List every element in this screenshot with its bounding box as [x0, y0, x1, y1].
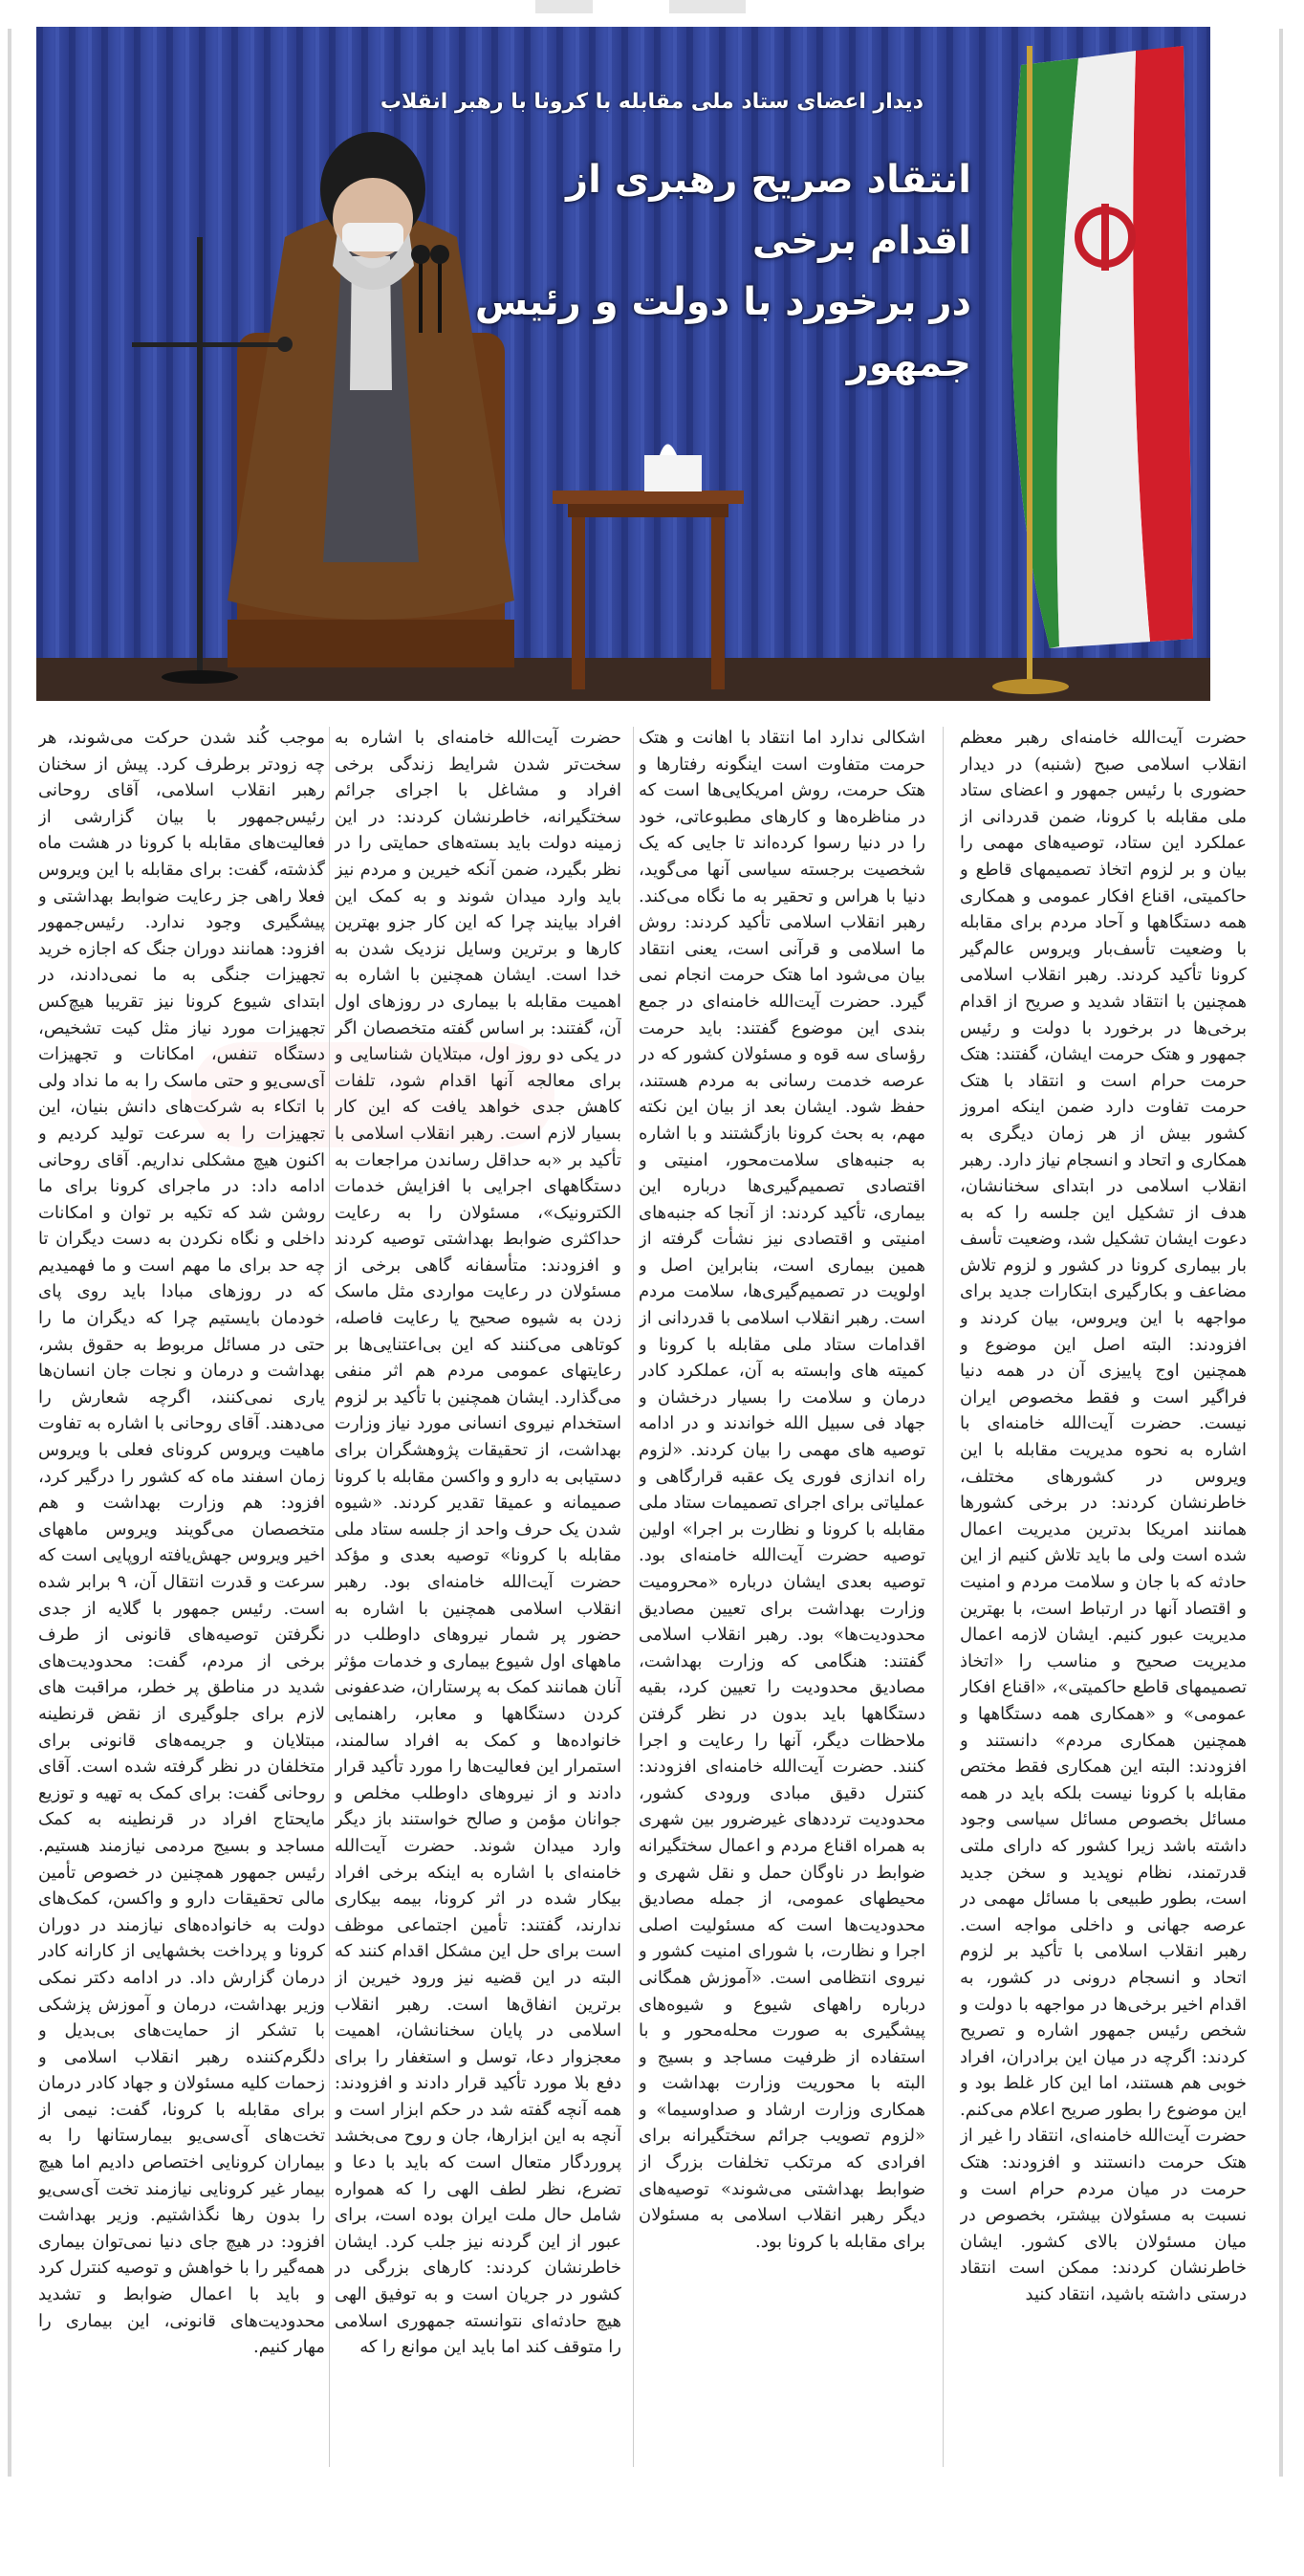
column-text: حضرت آیت‌الله خامنه‌ای با اشاره به سخت‌تر شدن شرایط زندگی برخی افراد و مشاغل با اجرای جرائم سختگیرانه، خاطرنشان کردند: در این زمینه دولت باید بسته‌های حمایتی را در نظر بگیرد، ضمن آنکه خیرین و مردم نیز باید وارد میدان شوند و به کمک این افراد بیایند چرا که این کار جزو بهترین کارها و برترین وسایل نزدیک شدن به خدا است. ایشان همچنین با اشاره به اهمیت مقابله با بیماری در روزهای اول آن، گفتند: بر اساس گفته متخصصان اگر در یکی دو روز اول، مبتلایان شناسایی و برای معالجه آنها اقدام شود، تلفات کاهش جدی خواهد یافت که این کار بسیار لازم است. رهبر انقلاب اسلامی با تأکید بر «به حداقل رساندن مراجعات به دستگاههای اجرایی با افزایش خدمات الکترونیک»، مسئولان را به رعایت حداکثری ضوابط بهداشتی توصیه کردند و افزودند: متأسفانه گاهی برخی از مسئولان در رعایت مواردی مثل ماسک زدن به شیوه صحیح یا رعایت فاصله، کوتاهی می‌کنند که این بی‌اعتنایی‌ها بر رعایتهای عمومی مردم هم اثر منفی می‌گذارد. ایشان همچنین با تأکید بر لزوم استخدام نیروی انسانی مورد نیاز وزارت بهداشت، از تحقیقات پژوهشگران برای دستیابی به دارو و واکسن مقابله با کرونا صمیمانه و عمیقا تقدیر کردند. «شیوه شدن یک حرف واحد از جلسه ستاد ملی مقابله با کرونا» توصیه بعدی و مؤکد حضرت آیت‌الله خامنه‌ای بود. رهبر انقلاب اسلامی همچنین با اشاره به حضور پر شمار نیروهای داوطلب در ماههای اول شیوع بیماری و خدمات مؤثر آنان همانند کمک به پرستاران، ضدعفونی کردن دستگاهها و معابر، راهنمایی خانواده‌ها و کمک به افراد سالمند، استمرار این فعالیت‌ها را مورد تأکید قرار دادند و از نیروهای داوطلب مخلص و جوانان مؤمن و صالح خواستند باز دیگر وارد میدان شوند. حضرت آیت‌الله خامنه‌ای با اشاره به اینکه برخی افراد بیکار شده در اثر کرونا، بیمه بیکاری ندارند، گفتند: تأمین اجتماعی موظف است برای حل این مشکل اقدام کنند که البته در این قضیه نیز ورود خیرین از برترین انفاق‌ها است. رهبر انقلاب اسلامی در پایان سخنانشان، اهمیت معجزوار دعا، توسل و استغفار را برای دفع بلا مورد تأکید قرار دادند و افزودند: همه آنچه گفته شد در حکم ابزار است و آنچه به این ابزارها، جان و روح می‌بخشد پروردگار متعال است که باید با دعا و تضرع، نظر لطف الهی را که همواره شامل حال ملت ایران بوده است، برای عبور از این گردنه نیز جلب کرد. ایشان خاطرنشان کردند: کارهای بزرگی در کشور در جریان است و به توفیق الهی هیچ حادثه‌ای نتوانسته جمهوری اسلامی را متوقف کند اما باید این موانع را که — [335, 728, 621, 2358]
text-column-3 — [335, 725, 621, 2475]
text-column-1 — [960, 725, 1247, 2475]
right-margin-rule — [1279, 29, 1283, 2477]
column-divider — [943, 727, 944, 2467]
column-text: اشکالی ندارد اما انتقاد با اهانت و هتک حرمت متفاوت است اینگونه رفتارها و هتک حرمت، روش امریکایی‌ها است که در مناظره‌ها و کارهای مطبوعاتی، خود را در دنیا رسوا کرده‌اند تا جایی که یک شخصیت برجسته سیاسی آنها می‌گوید، دنیا با هراس و تحقیر به ما نگاه می‌کند. رهبر انقلاب اسلامی تأکید کردند: روش ما اسلامی و قرآنی است، یعنی انتقاد بیان می‌شود اما هتک حرمت انجام نمی گیرد. حضرت آیت‌الله خامنه‌ای در جمع بندی این موضوع گفتند: باید حرمت رؤسای سه قوه و مسئولان کشور که در عرصه خدمت رسانی به مردم هستند، حفظ شود. ایشان بعد از بیان این نکته مهم، به بحث کرونا بازگشتند و با اشاره به جنبه‌های سلامت‌محور، امنیتی و اقتصادی تصمیم‌گیری‌ها درباره این بیماری، تأکید کردند: از آنجا که جنبه‌های امنیتی و اقتصادی نیز نشأت گرفته از همین بیماری است، بنابراین اصل و اولویت در تصمیم‌گیری‌ها، سلامت مردم است. رهبر انقلاب اسلامی با قدردانی از اقدامات ستاد ملی مقابله با کرونا و کمیته های وابسته به آن، عملکرد کادر درمان و سلامت را بسیار درخشان و جهاد فی سبیل الله خواندند و در ادامه توصیه های مهمی را بیان کردند. «لزوم راه اندازی فوری یک عقبه قرارگاهی و عملیاتی برای اجرای تصمیمات ستاد ملی مقابله با کرونا و نظارت بر اجرا» اولین توصیه حضرت آیت‌الله خامنه‌ای بود. توصیه بعدی ایشان درباره «محرومیت وزارت بهداشت برای تعیین مصادیق محدودیت‌ها» بود. رهبر انقلاب اسلامی گفتند: هنگامی که وزارت بهداشت، مصادیق محدودیت را تعیین کرد، بقیه دستگاهها باید بدون در نظر گرفتن ملاحظات دیگر، آنها را رعایت و اجرا کنند. حضرت آیت‌الله خامنه‌ای افزودند: کنترل دقیق مبادی ورودی کشور، محدودیت ترددهای غیرضرور بین شهری به همراه اقناع مردم و اعمال سختگیرانه ضوابط در ناوگان حمل و نقل شهری و محیطهای عمومی، از جمله مصادیق محدودیت‌ها است که مسئولیت اصلی اجرا و نظارت، با شورای امنیت کشور و نیروی انتظامی است. «آموزش همگانی درباره راههای شیوع و شیوه‌های پیشگیری به صورت محله‌محور و با استفاده از ظرفیت مساجد و بسیج و البته با محوریت وزارت بهداشت و همکاری وزارت ارشاد و صداوسیما» و «لزوم تصویب جرائم سختگیرانه برای افرادی که مرتکب تخلفات بزرگ از ضوابط بهداشتی می‌شوند» توصیه‌های دیگر رهبر انقلاب اسلامی به مسئولان برای مقابله با کرونا بود. — [639, 728, 925, 2252]
page-top-strip — [0, 0, 1304, 17]
article-kicker: دیدار اعضای ستاد ملی مقابله با کرونا با رهبر انقلاب — [380, 90, 924, 114]
headline-line-1: انتقاد صریح رهبری از اقدام برخی — [566, 158, 971, 263]
lead-photo — [36, 27, 1210, 701]
column-text: موجب کُند شدن حرکت می‌شوند، هر چه زودتر برطرف کرد. پیش از سخنان رهبر انقلاب اسلامی، آقای روحانی رئیس‌جمهور با بیان گزارشی از فعالیت‌های مقابله با کرونا در هشت ماه گذشته، گفت: برای مقابله با این ویروس فعلا راهی جز رعایت ضوابط بهداشتی و پیشگیری وجود ندارد. رئیس‌جمهور افزود: همانند دوران جنگ که اجازه خرید تجهیزات جنگی به ما نمی‌دادند، در ابتدای شیوع کرونا نیز تقریبا هیچ‌کس تجهیزات مورد نیاز مثل کیت تشخیص، دستگاه تنفس، امکانات و تجهیزات آی‌سی‌یو و حتی ماسک را به ما نداد ولی با اتکاء به شرکت‌های دانش بنیان، این تجهیزات را به سرعت تولید کردیم و اکنون هیچ مشکلی نداریم. آقای روحانی ادامه داد: در ماجرای کرونا برای ما روشن شد که تکیه بر توان و امکانات داخلی و نگاه نکردن به دست دیگران تا چه حد برای ما مهم است و ما فهمیدیم که در روزهای مبادا باید روی پای خودمان بایستیم چرا که دیگران ما را حتی در مسائل مربوط به حقوق بشر، بهداشت و درمان و نجات جان انسان‌ها یاری نمی‌کنند، اگرچه شعارش را می‌دهند. آقای روحانی با اشاره به تفاوت ماهیت ویروس کرونای فعلی با ویروس زمان اسفند ماه که کشور را درگیر کرد، افزود: هم وزارت بهداشت و هم متخصصان می‌گویند ویروس ماههای اخیر ویروس جهش‌یافته اروپایی است که سرعت و قدرت انتقال آن، ۹ برابر شده است. رئیس جمهور با گلایه از جدی نگرفتن توصیه‌های قانونی از طرف برخی از مردم، گفت: محدودیت‌های شدید در مناطق پر خطر، مراقبت های لازم برای جلوگیری از نقض قرنطینه مبتلایان و جریمه‌های قانونی برای متخلفان در نظر گرفته شده است. آقای روحانی گفت: برای کمک به تهیه و توزیع مایحتاج افراد در قرنطینه به کمک مساجد و بسیج مردمی نیازمند هستیم. رئیس جمهور همچنین در خصوص تأمین مالی تحقیقات دارو و واکسن، کمک‌های دولت به خانواده‌های نیازمند در دوران کرونا و پرداخت بخشهایی از کارانه کادر درمان گزارش داد. در ادامه دکتر نمکی وزیر بهداشت، درمان و آموزش پزشکی با تشکر از حمایت‌های بی‌بدیل و دلگرم‌کننده رهبر انقلاب اسلامی و زحمات کلیه مسئولان و جهاد کادر درمان برای مقابله با کرونا، گفت: نیمی از تخت‌های آی‌سی‌یو بیمارستانها را به بیماران کرونایی اختصاص دادیم اما هیچ بیمار غیر کرونایی نیازمند تخت آی‌سی‌یو را بدون رها نگذاشتیم. وزیر بهداشت افزود: در هیچ جای دنیا نمی‌توان بیماری همه‌گیر را با خواهش و توصیه کنترل کرد و باید با اعمال ضوابط و تشدید محدودیت‌های قانونی، این بیماری را مهار کنیم. — [38, 728, 325, 2358]
column-divider — [329, 727, 330, 2467]
article-headline — [474, 149, 971, 394]
text-column-2 — [639, 725, 925, 2475]
top-strip-mark — [535, 0, 593, 13]
column-divider — [633, 727, 634, 2467]
headline-line-2: در برخورد با دولت و رئیس جمهور — [474, 280, 971, 385]
text-column-4 — [38, 725, 325, 2475]
column-text: حضرت آیت‌الله خامنه‌ای رهبر معظم انقلاب اسلامی صبح (شنبه) در دیدار حضوری با رئیس جمهور و اعضای ستاد ملی مقابله با کرونا، ضمن قدردانی از عملکرد این ستاد، توصیه‌های مهمی را بیان و بر لزوم اتخاذ تصمیمهای قاطع و حاکمیتی، اقناع افکار عمومی و همکاری همه دستگاهها و آحاد مردم برای مقابله با وضعیت تأسف‌بار ویروس عالم‌گیر کرونا تأکید کردند. رهبر انقلاب اسلامی همچنین با انتقاد شدید و صریح از اقدام برخی‌ها در برخورد با دولت و رئیس جمهور و هتک حرمت ایشان، گفتند: هتک حرمت حرام است و انتقاد با هتک حرمت تفاوت دارد ضمن اینکه امروز کشور بیش از هر زمان دیگری به همکاری و اتحاد و انسجام نیاز دارد. رهبر انقلاب اسلامی در ابتدای سخنانشان، هدف از تشکیل این جلسه را که به دعوت ایشان تشکیل شد، وضعیت تأسف بار بیماری کرونا در کشور و لزوم تلاش مضاعف و بکارگیری ابتکارات جدید برای مواجهه با این ویروس، بیان کردند و افزودند: البته اصل این موضوع و همچنین اوج پاییزی آن در همه دنیا فراگیر است و فقط مخصوص ایران نیست. حضرت آیت‌الله خامنه‌ای با اشاره به نحوه مدیریت مقابله با این ویروس در کشورهای مختلف، خاطرنشان کردند: در برخی کشورها همانند امریکا بدترین مدیریت اعمال شده است ولی ما باید تلاش کنیم از این حادثه که با جان و سلامت مردم و امنیت و اقتصاد آنها در ارتباط است، با بهترین مدیریت عبور کنیم. ایشان لازمه اعمال مدیریت صحیح و مناسب را «اتخاذ تصمیمهای قاطع حاکمیتی»، «اقناع افکار عمومی» و «همکاری همه دستگاهها و همچنین همکاری مردم» دانستند و افزودند: البته این همکاری فقط مختص مقابله با کرونا نیست بلکه باید در همه مسائل بخصوص مسائل سیاسی وجود داشته باشد زیرا کشور که دارای ملتی قدرتمند، نظام نوپدید و سخن جدید است، بطور طبیعی با مسائل مهمی در عرصه جهانی و داخلی مواجه است. رهبر انقلاب اسلامی با تأکید بر لزوم اتحاد و انسجام درونی در کشور، به اقدام اخیر برخی‌ها در مواجهه با دولت و شخص رئیس جمهور اشاره و تصریح کردند: اگرچه در میان این برادران، افراد خوبی هم هستند، اما این کار غلط بود و این موضوع را بطور صریح اعلام می‌کنم. حضرت آیت‌الله خامنه‌ای، انتقاد را غیر از هتک حرمت دانستند و افزودند: هتک حرمت در میان مردم حرام است و نسبت به مسئولان بیشتر، بخصوص در میان مسئولان بالای کشور. ایشان خاطرنشان کردند: ممکن است انتقاد درستی داشته باشید، انتقاد کنید — [960, 728, 1247, 2305]
left-margin-rule — [8, 29, 11, 2477]
top-strip-mark — [669, 0, 746, 13]
